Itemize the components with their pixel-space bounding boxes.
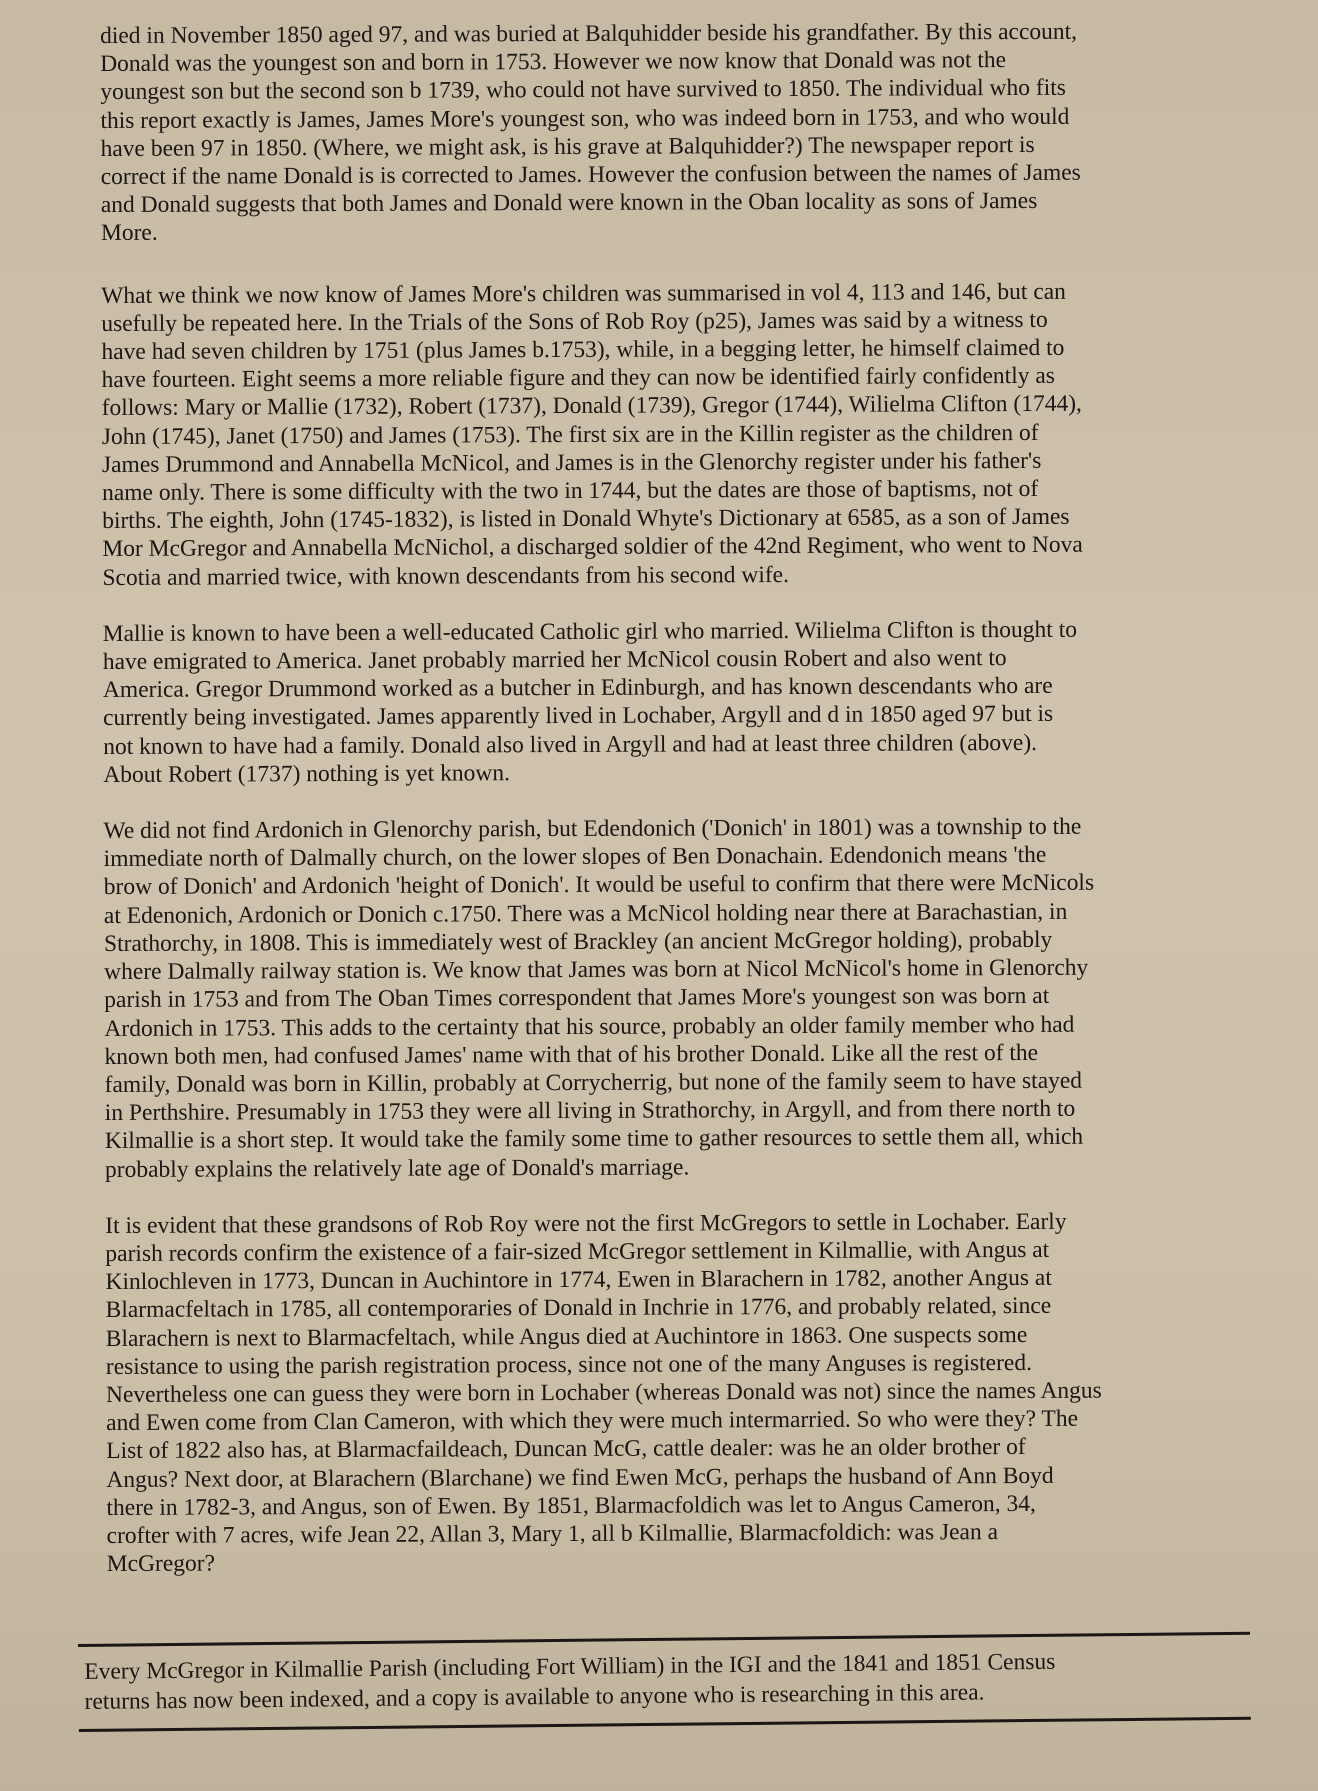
text-line: not known to have had a family. Donald also lived in Argyll and had at least three children (above). [103, 729, 1038, 760]
text-line: where Dalmally railway station is. We know that James was born at Nicol McNicol's home in Glenorchy [104, 954, 1089, 986]
text-line: Ardonich in 1753. This adds to the certainty that his source, probably an older family member who had [104, 1011, 1075, 1042]
text-line: probably explains the relatively late age of Donald's marriage. [104, 1153, 690, 1183]
text-line: immediate north of Dalmally church, on the lower slopes of Ben Donachain. Edendonich means 'the [103, 842, 1047, 873]
text-line: It is evident that these grandsons of Rob Roy were not the first McGregors to settle in Lochaber. Early [105, 1208, 1067, 1239]
text-line: Scotia and married twice, with known descendants from his second wife. [102, 561, 790, 591]
text-line: family, Donald was born in Killin, probably at Corrycherrig, but none of the family seem to have stayed [104, 1067, 1083, 1098]
text-line: Mallie is known to have been a well-educated Catholic girl who married. Wilielma Clifton is thought to [102, 616, 1078, 647]
text-line: brow of Donich' and Ardonich 'height of Donich'. It would be useful to confirm that there were McNicols [103, 870, 1095, 901]
text-line: have emigrated to America. Janet probably married her McNicol cousin Robert and also went to [102, 645, 1007, 676]
text-line: resistance to using the parish registration process, since not one of the many Anguses is registered. [105, 1349, 1032, 1380]
text-line: Kinlochleven in 1773, Duncan in Auchintore in 1774, Ewen in Blarachern in 1782, another Angus at [105, 1264, 1052, 1296]
text-line: and Donald suggests that both James and Donald were known in the Oban locality as sons of James [100, 188, 1038, 219]
text-line: List of 1822 also has, at Blarmacfaildeach, Duncan McG, cattle dealer: was he an older brother of [106, 1434, 1026, 1465]
text-line: parish records confirm the existence of a fair-sized McGregor settlement in Kilmallie, with Angus at [105, 1236, 1050, 1267]
text-line: Nevertheless one can guess they were born in Lochaber (whereas Donald was not) since the names Angus [105, 1377, 1102, 1408]
boxed-note [78, 1632, 1251, 1732]
text-line: at Edenonich, Ardonich or Donich c.1750. There was a McNicol holding near there at Barachastian, in [103, 898, 1068, 929]
text-line: Kilmallie is a short step. It would take the family some time to gather resources to settle them all, which [104, 1124, 1084, 1155]
text-line: America. Gregor Drummond worked as a butcher in Edinburgh, and has known descendants who are [102, 673, 1053, 704]
text-line: have had seven children by 1751 (plus James b.1753), while, in a begging letter, he himself claimed to [101, 334, 1065, 366]
text-line: follows: Mary or Mallie (1732), Robert (1737), Donald (1739), Gregor (1744), Wilielma Clifton (1744), [101, 391, 1082, 422]
paragraph-1 [100, 17, 1221, 248]
paragraph-2 [101, 277, 1222, 592]
text-line: What we think we now know of James More's children was summarised in vol 4, 113 and 146, but can [101, 278, 1066, 309]
text-line: name only. There is some difficulty with the two in 1744, but the dates are those of baptisms, not of [101, 475, 1039, 507]
text-line: and Ewen come from Clan Cameron, with which they were much intermarried. So who were they? The [106, 1405, 1079, 1437]
text-line: Mor McGregor and Annabella McNichol, a discharged soldier of the 42nd Regiment, who went to Nova [102, 532, 1083, 563]
note-line: returns has now been indexed, and a copy is available to anyone who is researching in this area. [84, 1679, 985, 1715]
text-line: have been 97 in 1850. (Where, we might ask, is his grave at Balquhidder?) The newspaper report is [100, 131, 1035, 162]
text-line: this report exactly is James, James More's youngest son, who was indeed born in 1753, and who would [100, 103, 1070, 134]
text-line: James Drummond and Annabella McNicol, and James is in the Glenorchy register under his father's [101, 447, 1042, 478]
note-line: Every McGregor in Kilmallie Parish (including Fort William) in the IGI and the 1841 and 1851 Census [84, 1648, 1056, 1685]
text-line: More. [100, 220, 158, 247]
text-line: Strathorchy, in 1808. This is immediately west of Brackley (an ancient McGregor holding), probably [103, 926, 1053, 957]
paragraph-3 [103, 615, 1224, 789]
text-line: in Perthshire. Presumably in 1753 they were all living in Strathorchy, in Argyll, and from there north to [104, 1095, 1076, 1127]
text-line: John (1745), Janet (1750) and James (1753). The first six are in the Killin register as the children of [101, 419, 1039, 450]
paragraph-5 [105, 1207, 1227, 1579]
text-line: usefully be repeated here. In the Trials of the Sons of Rob Roy (p25), James was said by a witness to [101, 306, 1048, 337]
text-line: known both men, had confused James' name with that of his brother Donald. Like all the rest of the [104, 1039, 1039, 1070]
text-line: currently being investigated. James apparently lived in Lochaber, Argyll and d in 1850 aged 97 but is [102, 701, 1054, 732]
text-line: births. The eighth, John (1745-1832), is listed in Donald Whyte's Dictionary at 6585, as a son of James [102, 504, 1070, 535]
text-line: youngest son but the second son b 1739, who could not have survived to 1850. The individual who fits [100, 75, 1066, 106]
text-line: About Robert (1737) nothing is yet known. [103, 760, 510, 788]
text-line: crofter with 7 acres, wife Jean 22, Allan 3, Mary 1, all b Kilmallie, Blarmacfoldich: was Jean a [106, 1519, 999, 1549]
body-text [100, 17, 1227, 1606]
text-line: Angus? Next door, at Blarachern (Blarchane) we find Ewen McG, perhaps the husband of Ann Boyd [106, 1462, 1054, 1493]
text-line: We did not find Ardonich in Glenorchy parish, but Edendonich ('Donich' in 1801) was a township to the [103, 813, 1082, 845]
text-line: Blarachern is next to Blarmacfeltach, while Angus died at Auchintore in 1863. One suspects some [105, 1321, 1028, 1352]
paragraph-4 [103, 812, 1225, 1184]
text-line: there in 1782-3, and Angus, son of Ewen. By 1851, Blarmacfoldich was let to Angus Cameron, 34, [106, 1490, 1036, 1521]
text-line: McGregor? [106, 1550, 216, 1578]
text-line: Blarmacfeltach in 1785, all contemporaries of Donald in Inchrie in 1776, and probably related, since [105, 1293, 1052, 1324]
text-line: Donald was the youngest son and born in 1753. However we now know that Donald was not the [100, 47, 1007, 78]
text-line: parish in 1753 and from The Oban Times correspondent that James More's youngest son was born at [104, 983, 1050, 1014]
text-line: have fourteen. Eight seems a more reliable figure and they can now be identified fairly confidently as [101, 363, 1055, 394]
text-line: died in November 1850 aged 97, and was buried at Balquhidder beside his grandfather. By this account, [100, 18, 1078, 49]
text-line: correct if the name Donald is is corrected to James. However the confusion between the names of James [100, 159, 1081, 191]
